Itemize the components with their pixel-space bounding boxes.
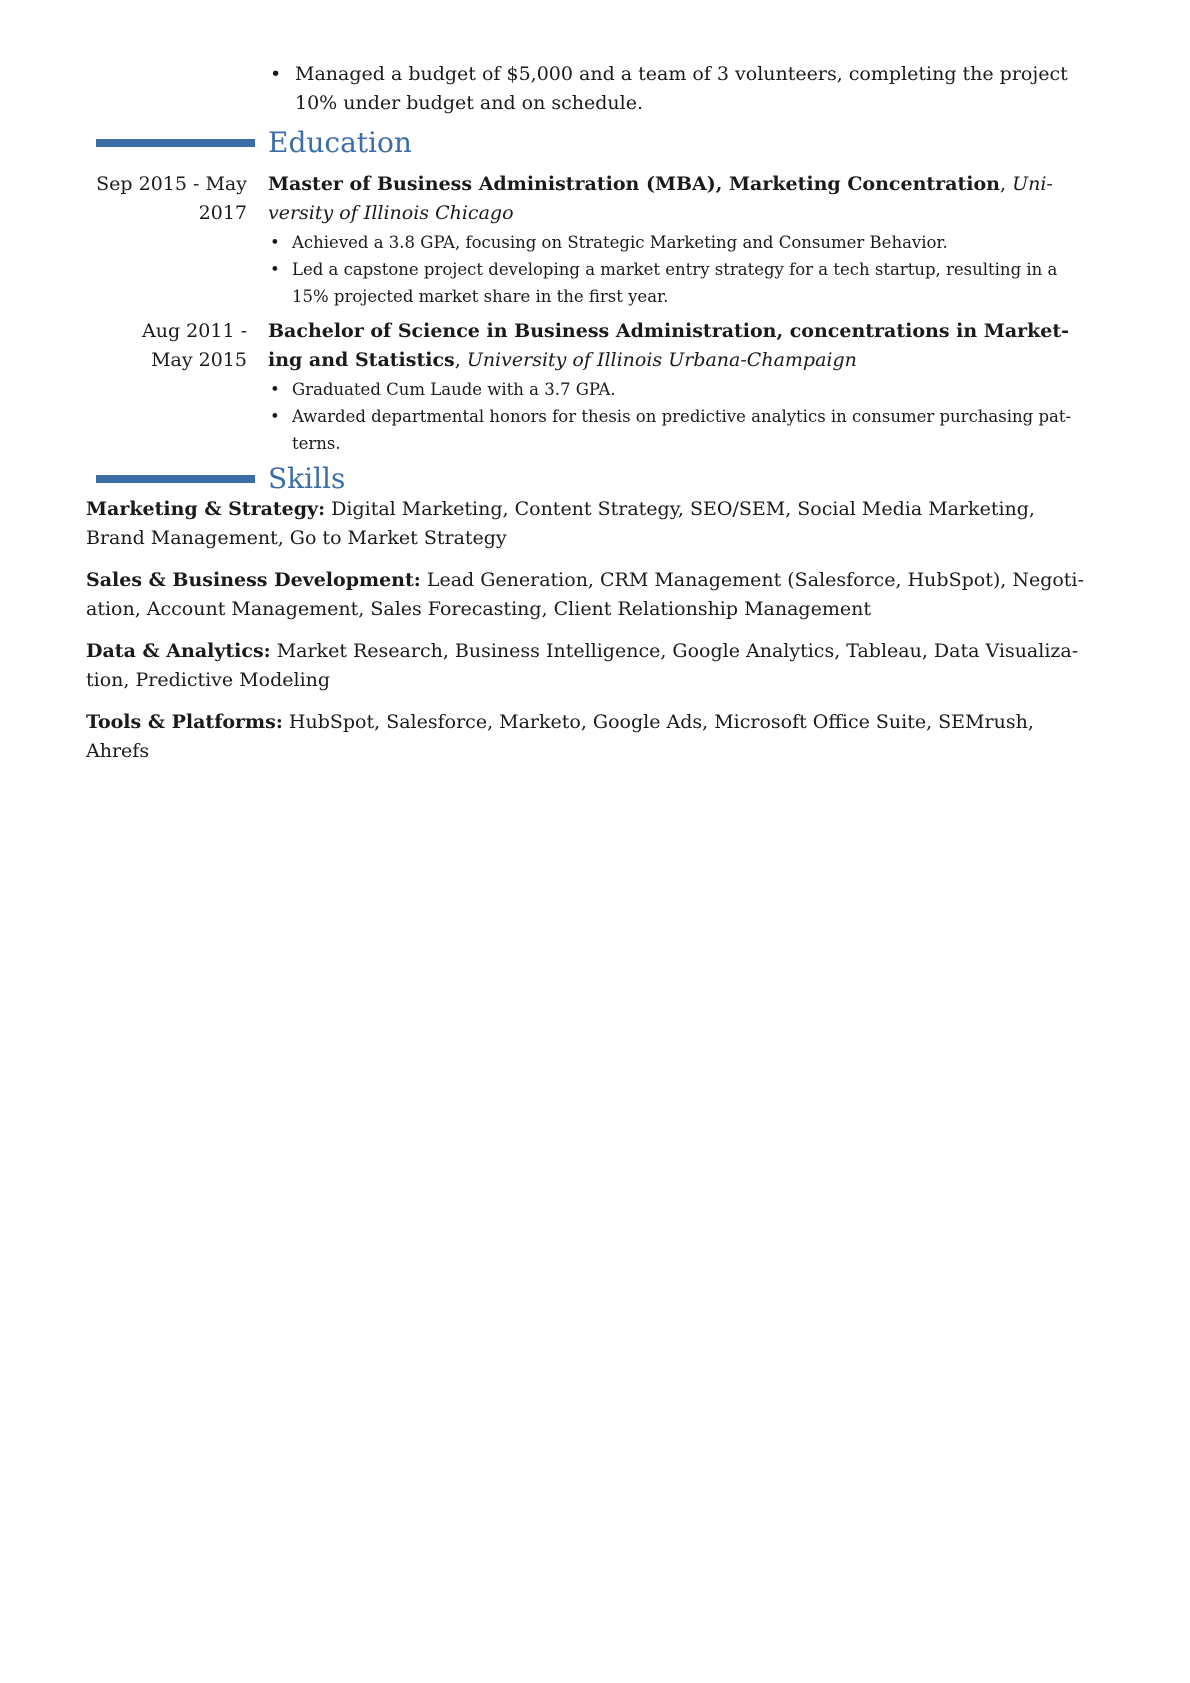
education-bullet-list <box>268 376 1100 457</box>
bullet-icon: • <box>270 63 282 85</box>
date-line: Aug 2011 - <box>142 320 247 342</box>
school-name: University of Illinois Urbana-Champaign <box>466 349 857 371</box>
skills-list <box>86 495 1106 779</box>
list-item <box>268 60 1088 118</box>
education-date <box>80 170 247 228</box>
title-separator: , <box>454 349 467 371</box>
section-accent-bar <box>96 139 255 147</box>
section-title-education: Education <box>268 126 412 159</box>
list-item <box>268 256 1100 310</box>
education-title <box>268 170 1100 228</box>
bullet-text-line: Awarded departmental honors for thesis on predictive analytics in consumer purchasing pat- <box>292 407 1072 426</box>
skill-category-label: Sales & Business Development: <box>86 569 421 591</box>
education-details <box>268 317 1100 457</box>
bullet-icon: • <box>270 260 280 279</box>
date-line: Sep 2015 - May <box>96 173 247 195</box>
education-bullet-list <box>268 229 1100 310</box>
skill-category-label: Data & Analytics: <box>86 640 271 662</box>
section-title-skills: Skills <box>268 462 346 495</box>
education-title <box>268 317 1100 375</box>
bullet-icon: • <box>270 407 280 426</box>
skill-items-text: ation, Account Management, Sales Forecasting, Client Relationship Management <box>86 598 871 620</box>
bullet-icon: • <box>270 233 280 252</box>
skill-row-sales <box>86 566 1106 624</box>
experience-bullet <box>268 60 1088 118</box>
bullet-text-line: 10% under budget and on schedule. <box>295 92 644 114</box>
list-item <box>268 403 1100 457</box>
bullet-text-line: Graduated Cum Laude with a 3.7 GPA. <box>292 380 616 399</box>
skill-row-tools <box>86 708 1106 766</box>
degree-name: Bachelor of Science in Business Administration, concentrations in Market- <box>268 320 1070 342</box>
skill-row-marketing <box>86 495 1106 553</box>
skill-items-text: Brand Management, Go to Market Strategy <box>86 527 507 549</box>
bullet-icon: • <box>270 380 280 399</box>
education-date <box>80 317 247 375</box>
degree-name: Master of Business Administration (MBA), Marketing Concentration <box>268 173 1000 195</box>
title-separator: , <box>999 173 1013 195</box>
school-name: versity of Illinois Chicago <box>268 202 514 224</box>
bullet-text-line: Led a capstone project developing a market entry strategy for a tech startup, resulting in a <box>292 260 1058 279</box>
skill-items-text: Market Research, Business Intelligence, Google Analytics, Tableau, Data Visualiza- <box>270 640 1079 662</box>
skill-items-text: Digital Marketing, Content Strategy, SEO/SEM, Social Media Marketing, <box>325 498 1035 520</box>
section-accent-bar <box>96 475 255 483</box>
school-name: Uni- <box>1012 173 1053 195</box>
bullet-text-line: terns. <box>292 434 341 453</box>
bullet-text-line: Achieved a 3.8 GPA, focusing on Strategic Marketing and Consumer Behavior. <box>292 233 948 252</box>
education-section-header <box>96 127 896 167</box>
skill-row-data <box>86 637 1106 695</box>
list-item <box>268 376 1100 403</box>
list-item <box>268 229 1100 256</box>
skill-items-text: Lead Generation, CRM Management (Salesforce, HubSpot), Negoti- <box>420 569 1084 591</box>
skill-category-label: Tools & Platforms: <box>86 711 283 733</box>
skill-items-text: HubSpot, Salesforce, Marketo, Google Ads, Microsoft Office Suite, SEMrush, <box>282 711 1034 733</box>
date-line: May 2015 <box>151 349 247 371</box>
date-line: 2017 <box>198 202 247 224</box>
skill-category-label: Marketing & Strategy: <box>86 498 326 520</box>
bullet-text-line: 15% projected market share in the first year. <box>292 287 669 306</box>
bullet-text-line: Managed a budget of $5,000 and a team of 3 volunteers, completing the project <box>295 63 1068 85</box>
degree-name: ing and Statistics <box>268 349 455 371</box>
skill-items-text: Ahrefs <box>86 740 150 762</box>
skill-items-text: tion, Predictive Modeling <box>86 669 331 691</box>
education-details <box>268 170 1100 310</box>
